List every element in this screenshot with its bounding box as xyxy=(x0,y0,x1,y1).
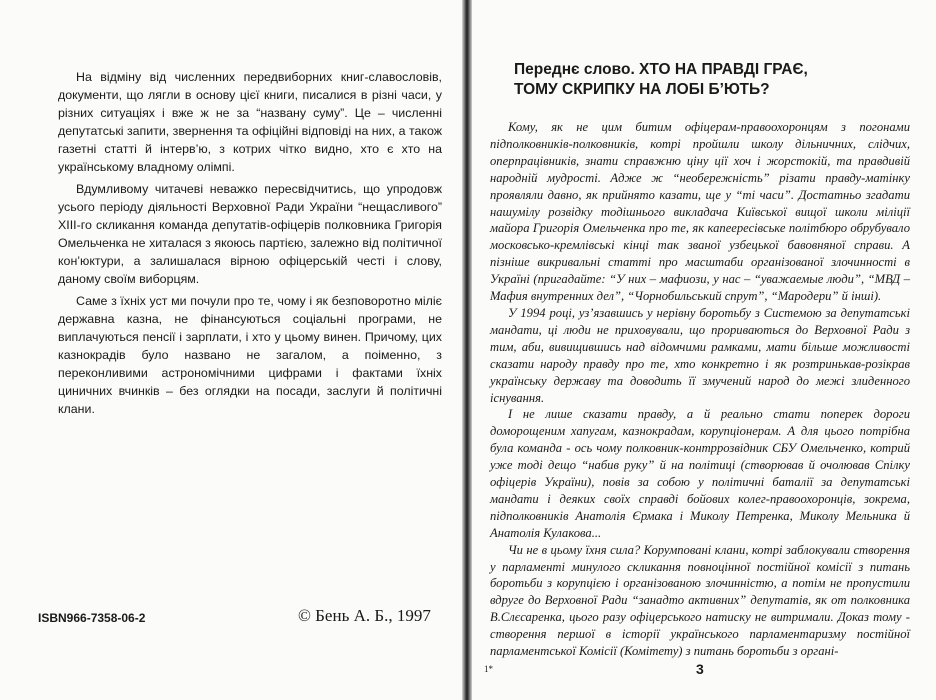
signature-mark: 1* xyxy=(484,664,493,674)
chapter-title-line-1: Переднє слово. ХТО НА ПРАВДІ ГРАЄ, xyxy=(514,61,808,78)
isbn: ISBN966-7358-06-2 xyxy=(38,611,146,625)
right-page-text xyxy=(490,119,910,660)
left-page xyxy=(0,0,462,700)
chapter-title-line-2: ТОМУ СКРИПКУ НА ЛОБІ Б’ЮТЬ? xyxy=(514,81,770,98)
right-paragraph-2: У 1994 році, уз’язавшись у нерівну боротьбу з Системою за депутатські мандати, ці люди не приховували, що прориваються до Верховної Ради з тим, аби, вивищившись над відомчими рамками, мати більше можливості сказати народу правду про те, хто конкретно і як розтринькав-розікрав українську державу та доводить її змучений народ до межі злиденного існування. xyxy=(490,305,910,405)
left-paragraph-2: Вдумливому читачеві неважко пересвідчитись, що упродовж усього періоду діяльності Верховної Ради України “нещасливого” ХІІІ-го скликання команда депутатів-офіцерів полковника Григорія Омельченка не хиталася з якоюсь партією, залежно від політичної кон’юктури, а залишалася вірною офіцерській честі і слову, даному своїм виборцям. xyxy=(58,182,442,286)
right-paragraph-1: Кому, як не цим битим офіцерам-правоохоронцям з погонами підполковників-полковників, котрі пройшли школу дільничних, слідчих, оперпрацівників, знати справжню ціну ції хоч і жорстокій, та правдивій народній мудрості. Адже ж “необережність” різати правду-матінку проявляли давно, як прийнято казати, ще у “ті часи”. Достатньо згадати нашумілу розвідку тодішнього викладача Київської вищої школи міліції майора Григорія Омельченка про те, як капеересівське політбюро обрубувало московсько-кремлівські кінці так званої узбецької бавовняної справи. А пізніше викривальні статті про масштаби організованої злочинності в Україні (пригадайте: “У них – мафиози, у нас – “уважаемые люди”, “МВД – Мафия внутренних дел”, “Чорнобильський спрут”, “Мародери” й інші). xyxy=(490,120,910,304)
left-paragraph-3: Саме з їхніх уст ми почули про те, чому і як безповоротно міліє державна казна, не фінансуються соціальні програми, не виплачуються пенсії і зарплати, і хто у цьому винен. Причому, цих казнокрадів було названо не загалом, а поіменно, з переконливими астрономічними цифрами і фактами їхніх циничних вчинків – без оглядки на посади, заслуги й політичні клани. xyxy=(58,294,442,416)
right-paragraph-3: І не лише сказати правду, а й реально стати поперек дороги доморощеним хапугам, казнокрадам, корупціонерам. А для цього потрібна була команда - ось чому полковник-контррозвідник СБУ Омельченко, котрий уже тоді дещо “набив руку” й на політиці (створював й очолював Спілку офіцерів України), повів за собою у політичні баталії за депутатські мандати і деяких своїх справді бойових колег-правоохоронців, зокрема, підполковників Анатолія Єрмака і Миколу Петренка, Миколу Мельника й Анатолія Кулакова... xyxy=(490,407,910,540)
page-number: 3 xyxy=(696,661,704,677)
book-spine-gutter xyxy=(462,0,472,700)
right-paragraph-4: Чи не в цьому їхня сила? Корумповані клани, котрі заблокували створення у парламенті минулого скликання повноцінної постійної комісії з питань боротьби з корупцією і організованою злочинністю, а потім не пропустили вдруге до Верховної Ради “занадто активних” депутатів, як от полковника В.Слєсаренка, цього разу офіцерського натиску не витримали. Доказ тому - створення першої в історії українського парламентаризму постійної парламентської Комісії (Комітету) з питань боротьби з органі- xyxy=(490,542,910,659)
left-page-text xyxy=(58,68,442,422)
left-paragraph-1: На відміну від численних передвиборних книг-славословів, документи, що лягли в основу цієї книги, писалися в різні часи, у різних ситуаціях і вже ж не за “названу суму”. Це – численні депутатські запити, звернення та офіційні відповіді на них, а також газетні статті й інтерв’ю, з котрих чітко видно, хто є хто на українському владному олімпі. xyxy=(58,70,442,174)
copyright: © Бень А. Б., 1997 xyxy=(298,606,431,625)
chapter-title xyxy=(514,60,914,100)
